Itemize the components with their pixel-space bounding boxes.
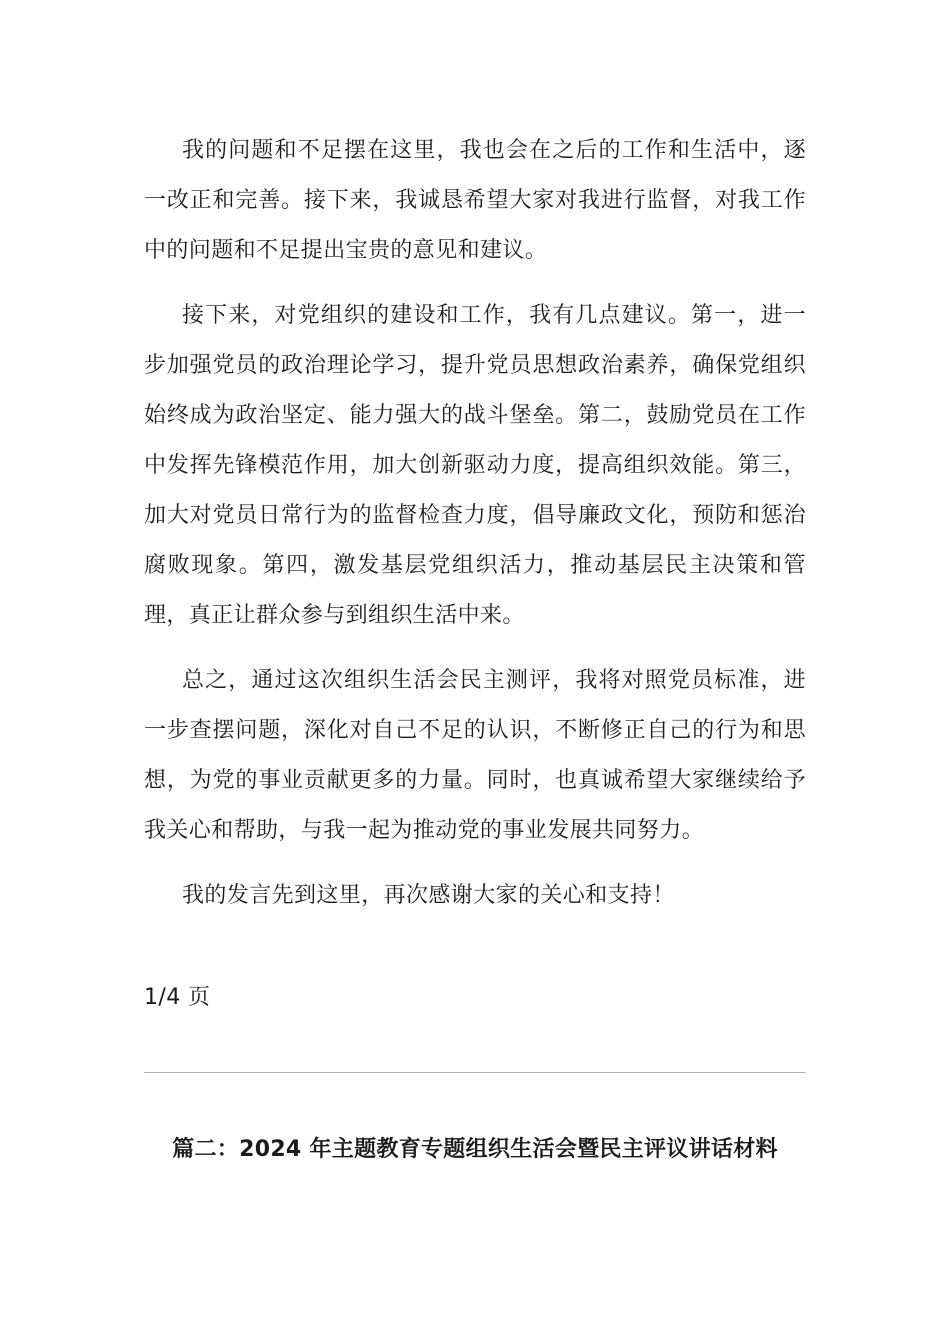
paragraph: 我的问题和不足摆在这里，我也会在之后的工作和生活中，逐一改正和完善。接下来，我诚恳希望大家对我进行监督，对我工作中的问题和不足提出宝贵的意见和建议。 <box>144 138 806 263</box>
page-divider <box>144 1072 806 1073</box>
paragraph: 我的发言先到这里，再次感谢大家的关心和支持！ <box>182 883 675 908</box>
page-number: 1/4 页 <box>144 985 211 1010</box>
paragraph: 总之，通过这次组织生活会民主测评，我将对照党员标准，进一步查摆问题，深化对自己不足的认识，不断修正自己的行为和思想，为党的事业贡献更多的力量。同时，也真诚希望大家继续给予我关心和帮助，与我一起为推动党的事业发展共同努力。 <box>144 668 806 843</box>
section-title: 篇二：2024 年主题教育专题组织生活会暨民主评议讲话材料 <box>172 1137 778 1162</box>
paragraph: 接下来，对党组织的建设和工作，我有几点建议。第一，进一步加强党员的政治理论学习，提升党员思想政治素养，确保党组织始终成为政治坚定、能力强大的战斗堡垒。第二，鼓励党员在工作中发挥先锋模范作用，加大创新驱动力度，提高组织效能。第三，加大对党员日常行为的监督检查力度，倡导廉政文化，预防和惩治腐败现象。第四，激发基层党组织活力，推动基层民主决策和管理，真正让群众参与到组织生活中来。 <box>144 303 806 628</box>
document-body <box>144 126 806 936</box>
